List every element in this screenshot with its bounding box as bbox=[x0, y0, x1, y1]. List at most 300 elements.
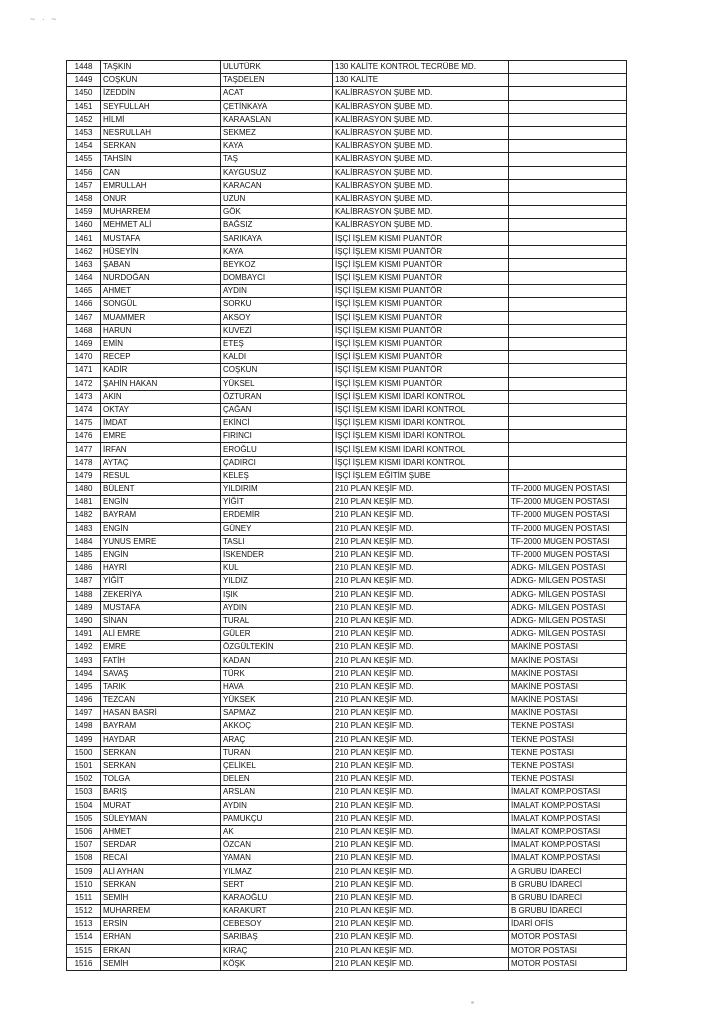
row-number-cell: 1464 bbox=[67, 272, 101, 285]
row-number-cell: 1468 bbox=[67, 324, 101, 337]
first-name-cell: BÜLENT bbox=[101, 483, 221, 496]
row-number-cell: 1515 bbox=[67, 944, 101, 957]
last-name-cell: KARAOĞLU bbox=[221, 891, 333, 904]
row-number-cell: 1481 bbox=[67, 496, 101, 509]
last-name-cell: KAYA bbox=[221, 140, 333, 153]
row-number-cell: 1487 bbox=[67, 575, 101, 588]
last-name-cell: KÖŞK bbox=[221, 957, 333, 970]
row-number-cell: 1479 bbox=[67, 469, 101, 482]
row-number-cell: 1493 bbox=[67, 654, 101, 667]
last-name-cell: GÜNEY bbox=[221, 522, 333, 535]
station-cell bbox=[509, 113, 627, 126]
row-number-cell: 1461 bbox=[67, 232, 101, 245]
table-row bbox=[67, 786, 627, 799]
table-row bbox=[67, 522, 627, 535]
department-cell: KALİBRASYON ŞUBE MD. bbox=[333, 140, 509, 153]
department-cell: İŞÇİ İŞLEM KISMI PUANTÖR bbox=[333, 272, 509, 285]
department-cell: İŞÇİ İŞLEM KISMI PUANTÖR bbox=[333, 258, 509, 271]
table-row bbox=[67, 166, 627, 179]
station-cell: TEKNE POSTASI bbox=[509, 746, 627, 759]
last-name-cell: TURAL bbox=[221, 614, 333, 627]
station-cell: MAKİNE POSTASI bbox=[509, 694, 627, 707]
last-name-cell: SARIBAŞ bbox=[221, 931, 333, 944]
department-cell: KALİBRASYON ŞUBE MD. bbox=[333, 113, 509, 126]
last-name-cell: ÇADIRCI bbox=[221, 456, 333, 469]
last-name-cell: ÖZGÜLTEKİN bbox=[221, 641, 333, 654]
station-cell bbox=[509, 298, 627, 311]
station-cell: İMALAT KOMP.POSTASI bbox=[509, 812, 627, 825]
department-cell: 210 PLAN KEŞİF MD. bbox=[333, 720, 509, 733]
department-cell: 210 PLAN KEŞİF MD. bbox=[333, 522, 509, 535]
department-cell: 210 PLAN KEŞİF MD. bbox=[333, 918, 509, 931]
department-cell: 210 PLAN KEŞİF MD. bbox=[333, 601, 509, 614]
first-name-cell: SERKAN bbox=[101, 759, 221, 772]
department-cell: 210 PLAN KEŞİF MD. bbox=[333, 786, 509, 799]
table-row bbox=[67, 865, 627, 878]
last-name-cell: AYDIN bbox=[221, 601, 333, 614]
row-number-cell: 1448 bbox=[67, 61, 101, 74]
department-cell: 210 PLAN KEŞİF MD. bbox=[333, 483, 509, 496]
row-number-cell: 1491 bbox=[67, 628, 101, 641]
first-name-cell: HAYDAR bbox=[101, 733, 221, 746]
department-cell: İŞÇİ İŞLEM KISMI PUANTÖR bbox=[333, 285, 509, 298]
table-row bbox=[67, 680, 627, 693]
row-number-cell: 1510 bbox=[67, 878, 101, 891]
first-name-cell: MUHARREM bbox=[101, 206, 221, 219]
table-row bbox=[67, 126, 627, 139]
table-row bbox=[67, 746, 627, 759]
first-name-cell: HAYRİ bbox=[101, 562, 221, 575]
station-cell: TF-2000 MUGEN POSTASI bbox=[509, 483, 627, 496]
last-name-cell: ÇETİNKAYA bbox=[221, 100, 333, 113]
table-row bbox=[67, 509, 627, 522]
table-row bbox=[67, 931, 627, 944]
row-number-cell: 1451 bbox=[67, 100, 101, 113]
table-row bbox=[67, 878, 627, 891]
first-name-cell: BAYRAM bbox=[101, 720, 221, 733]
station-cell: İMALAT KOMP.POSTASI bbox=[509, 799, 627, 812]
table-row bbox=[67, 456, 627, 469]
row-number-cell: 1498 bbox=[67, 720, 101, 733]
table-row bbox=[67, 852, 627, 865]
department-cell: 210 PLAN KEŞİF MD. bbox=[333, 759, 509, 772]
department-cell: İŞÇİ İŞLEM KISMI PUANTÖR bbox=[333, 298, 509, 311]
station-cell bbox=[509, 206, 627, 219]
station-cell: MAKİNE POSTASI bbox=[509, 680, 627, 693]
department-cell: 210 PLAN KEŞİF MD. bbox=[333, 905, 509, 918]
first-name-cell: MURAT bbox=[101, 799, 221, 812]
table-row bbox=[67, 113, 627, 126]
first-name-cell: BARIŞ bbox=[101, 786, 221, 799]
row-number-cell: 1456 bbox=[67, 166, 101, 179]
first-name-cell: YİĞİT bbox=[101, 575, 221, 588]
first-name-cell: NURDOĞAN bbox=[101, 272, 221, 285]
station-cell bbox=[509, 232, 627, 245]
station-cell: ADKG- MİLGEN POSTASI bbox=[509, 614, 627, 627]
last-name-cell: UZUN bbox=[221, 192, 333, 205]
department-cell: 210 PLAN KEŞİF MD. bbox=[333, 667, 509, 680]
first-name-cell: OKTAY bbox=[101, 403, 221, 416]
station-cell: TF-2000 MUGEN POSTASI bbox=[509, 548, 627, 561]
first-name-cell: EMRE bbox=[101, 430, 221, 443]
last-name-cell: YILDIRIM bbox=[221, 483, 333, 496]
station-cell bbox=[509, 140, 627, 153]
last-name-cell: AKKOÇ bbox=[221, 720, 333, 733]
last-name-cell: ARSLAN bbox=[221, 786, 333, 799]
table-row bbox=[67, 390, 627, 403]
department-cell: KALİBRASYON ŞUBE MD. bbox=[333, 166, 509, 179]
first-name-cell: NESRULLAH bbox=[101, 126, 221, 139]
department-cell: 210 PLAN KEŞİF MD. bbox=[333, 680, 509, 693]
table-row bbox=[67, 364, 627, 377]
station-cell bbox=[509, 469, 627, 482]
station-cell bbox=[509, 390, 627, 403]
row-number-cell: 1484 bbox=[67, 535, 101, 548]
table-row bbox=[67, 100, 627, 113]
station-cell: TF-2000 MUGEN POSTASI bbox=[509, 522, 627, 535]
last-name-cell: COŞKUN bbox=[221, 364, 333, 377]
department-cell: İŞÇİ İŞLEM KISMI PUANTÖR bbox=[333, 324, 509, 337]
department-cell: KALİBRASYON ŞUBE MD. bbox=[333, 206, 509, 219]
row-number-cell: 1459 bbox=[67, 206, 101, 219]
department-cell: 210 PLAN KEŞİF MD. bbox=[333, 575, 509, 588]
table-row bbox=[67, 918, 627, 931]
department-cell: 210 PLAN KEŞİF MD. bbox=[333, 548, 509, 561]
department-cell: 210 PLAN KEŞİF MD. bbox=[333, 496, 509, 509]
first-name-cell: TAŞKIN bbox=[101, 61, 221, 74]
station-cell bbox=[509, 377, 627, 390]
last-name-cell: GÖK bbox=[221, 206, 333, 219]
last-name-cell: AKSOY bbox=[221, 311, 333, 324]
table-row bbox=[67, 957, 627, 970]
first-name-cell: EMİN bbox=[101, 337, 221, 350]
first-name-cell: SERDAR bbox=[101, 839, 221, 852]
first-name-cell: SÜLEYMAN bbox=[101, 812, 221, 825]
table-row bbox=[67, 153, 627, 166]
first-name-cell: HÜSEYİN bbox=[101, 245, 221, 258]
table-row bbox=[67, 548, 627, 561]
station-cell: MAKİNE POSTASI bbox=[509, 707, 627, 720]
first-name-cell: ONUR bbox=[101, 192, 221, 205]
last-name-cell: SEKMEZ bbox=[221, 126, 333, 139]
table-row bbox=[67, 377, 627, 390]
row-number-cell: 1488 bbox=[67, 588, 101, 601]
first-name-cell: MUAMMER bbox=[101, 311, 221, 324]
last-name-cell: AK bbox=[221, 825, 333, 838]
last-name-cell: KAYA bbox=[221, 245, 333, 258]
table-row bbox=[67, 61, 627, 74]
department-cell: KALİBRASYON ŞUBE MD. bbox=[333, 179, 509, 192]
row-number-cell: 1455 bbox=[67, 153, 101, 166]
station-cell: TEKNE POSTASI bbox=[509, 773, 627, 786]
department-cell: İŞÇİ İŞLEM KISMI PUANTÖR bbox=[333, 245, 509, 258]
station-cell bbox=[509, 285, 627, 298]
station-cell bbox=[509, 74, 627, 87]
last-name-cell: DOMBAYCI bbox=[221, 272, 333, 285]
row-number-cell: 1465 bbox=[67, 285, 101, 298]
station-cell: ADKG- MİLGEN POSTASI bbox=[509, 588, 627, 601]
row-number-cell: 1516 bbox=[67, 957, 101, 970]
station-cell: İMALAT KOMP.POSTASI bbox=[509, 839, 627, 852]
table-row bbox=[67, 839, 627, 852]
first-name-cell: TEZCAN bbox=[101, 694, 221, 707]
department-cell: 210 PLAN KEŞİF MD. bbox=[333, 825, 509, 838]
department-cell: İŞÇİ İŞLEM KISMI İDARİ KONTROL bbox=[333, 417, 509, 430]
department-cell: 130 KALİTE KONTROL TECRÜBE MD. bbox=[333, 61, 509, 74]
table-row bbox=[67, 535, 627, 548]
station-cell: İMALAT KOMP.POSTASI bbox=[509, 786, 627, 799]
row-number-cell: 1486 bbox=[67, 562, 101, 575]
department-cell: 210 PLAN KEŞİF MD. bbox=[333, 707, 509, 720]
table-row bbox=[67, 219, 627, 232]
row-number-cell: 1497 bbox=[67, 707, 101, 720]
first-name-cell: TAHSİN bbox=[101, 153, 221, 166]
department-cell: İŞÇİ İŞLEM EĞİTİM ŞUBE bbox=[333, 469, 509, 482]
department-cell: İŞÇİ İŞLEM KISMI PUANTÖR bbox=[333, 351, 509, 364]
first-name-cell: ŞAHİN HAKAN bbox=[101, 377, 221, 390]
first-name-cell: HASAN BASRİ bbox=[101, 707, 221, 720]
department-cell: KALİBRASYON ŞUBE MD. bbox=[333, 126, 509, 139]
last-name-cell: ERDEMİR bbox=[221, 509, 333, 522]
department-cell: 210 PLAN KEŞİF MD. bbox=[333, 957, 509, 970]
row-number-cell: 1507 bbox=[67, 839, 101, 852]
first-name-cell: COŞKUN bbox=[101, 74, 221, 87]
table-row bbox=[67, 285, 627, 298]
department-cell: KALİBRASYON ŞUBE MD. bbox=[333, 100, 509, 113]
first-name-cell: ENGİN bbox=[101, 522, 221, 535]
last-name-cell: YÜKSEL bbox=[221, 377, 333, 390]
station-cell: TF-2000 MUGEN POSTASI bbox=[509, 496, 627, 509]
last-name-cell: KUVEZİ bbox=[221, 324, 333, 337]
personnel-table bbox=[66, 60, 627, 971]
department-cell: İŞÇİ İŞLEM KISMI PUANTÖR bbox=[333, 364, 509, 377]
row-number-cell: 1457 bbox=[67, 179, 101, 192]
row-number-cell: 1483 bbox=[67, 522, 101, 535]
station-cell bbox=[509, 456, 627, 469]
table-row bbox=[67, 140, 627, 153]
department-cell: 210 PLAN KEŞİF MD. bbox=[333, 812, 509, 825]
department-cell: 210 PLAN KEŞİF MD. bbox=[333, 944, 509, 957]
station-cell: MOTOR POSTASI bbox=[509, 931, 627, 944]
station-cell bbox=[509, 311, 627, 324]
station-cell bbox=[509, 324, 627, 337]
table-row bbox=[67, 232, 627, 245]
last-name-cell: KALDI bbox=[221, 351, 333, 364]
row-number-cell: 1513 bbox=[67, 918, 101, 931]
station-cell bbox=[509, 337, 627, 350]
row-number-cell: 1466 bbox=[67, 298, 101, 311]
row-number-cell: 1453 bbox=[67, 126, 101, 139]
station-cell bbox=[509, 351, 627, 364]
last-name-cell: YÜKSEK bbox=[221, 694, 333, 707]
table-row bbox=[67, 667, 627, 680]
table-row bbox=[67, 588, 627, 601]
station-cell: ADKG- MİLGEN POSTASI bbox=[509, 562, 627, 575]
station-cell bbox=[509, 61, 627, 74]
station-cell bbox=[509, 126, 627, 139]
department-cell: KALİBRASYON ŞUBE MD. bbox=[333, 153, 509, 166]
first-name-cell: ZEKERİYA bbox=[101, 588, 221, 601]
row-number-cell: 1496 bbox=[67, 694, 101, 707]
last-name-cell: EROĞLU bbox=[221, 443, 333, 456]
table-row bbox=[67, 74, 627, 87]
last-name-cell: PAMUKÇU bbox=[221, 812, 333, 825]
table-row bbox=[67, 562, 627, 575]
personnel-table-body bbox=[67, 61, 627, 971]
station-cell: İDARİ OFİS bbox=[509, 918, 627, 931]
department-cell: 210 PLAN KEŞİF MD. bbox=[333, 931, 509, 944]
row-number-cell: 1505 bbox=[67, 812, 101, 825]
last-name-cell: BAĞSIZ bbox=[221, 219, 333, 232]
row-number-cell: 1452 bbox=[67, 113, 101, 126]
row-number-cell: 1476 bbox=[67, 430, 101, 443]
last-name-cell: SORKU bbox=[221, 298, 333, 311]
last-name-cell: YILDIZ bbox=[221, 575, 333, 588]
first-name-cell: SEYFULLAH bbox=[101, 100, 221, 113]
station-cell bbox=[509, 430, 627, 443]
row-number-cell: 1495 bbox=[67, 680, 101, 693]
last-name-cell: ÖZCAN bbox=[221, 839, 333, 852]
last-name-cell: ÇELİKEL bbox=[221, 759, 333, 772]
table-row bbox=[67, 733, 627, 746]
station-cell bbox=[509, 417, 627, 430]
row-number-cell: 1472 bbox=[67, 377, 101, 390]
table-row bbox=[67, 575, 627, 588]
first-name-cell: MUHARREM bbox=[101, 905, 221, 918]
first-name-cell: RESUL bbox=[101, 469, 221, 482]
last-name-cell: TURAN bbox=[221, 746, 333, 759]
last-name-cell: AYDIN bbox=[221, 285, 333, 298]
row-number-cell: 1450 bbox=[67, 87, 101, 100]
department-cell: 210 PLAN KEŞİF MD. bbox=[333, 614, 509, 627]
last-name-cell: ÖZTURAN bbox=[221, 390, 333, 403]
first-name-cell: SERKAN bbox=[101, 140, 221, 153]
department-cell: 210 PLAN KEŞİF MD. bbox=[333, 799, 509, 812]
first-name-cell: AHMET bbox=[101, 285, 221, 298]
station-cell bbox=[509, 192, 627, 205]
department-cell: KALİBRASYON ŞUBE MD. bbox=[333, 219, 509, 232]
department-cell: 210 PLAN KEŞİF MD. bbox=[333, 588, 509, 601]
table-row bbox=[67, 417, 627, 430]
table-row bbox=[67, 87, 627, 100]
department-cell: 210 PLAN KEŞİF MD. bbox=[333, 733, 509, 746]
station-cell bbox=[509, 443, 627, 456]
station-cell: B GRUBU İDARECİ bbox=[509, 878, 627, 891]
station-cell bbox=[509, 166, 627, 179]
table-row bbox=[67, 812, 627, 825]
last-name-cell: TASLI bbox=[221, 535, 333, 548]
department-cell: İŞÇİ İŞLEM KISMI PUANTÖR bbox=[333, 232, 509, 245]
first-name-cell: SİNAN bbox=[101, 614, 221, 627]
table-row bbox=[67, 245, 627, 258]
department-cell: 210 PLAN KEŞİF MD. bbox=[333, 562, 509, 575]
station-cell: TEKNE POSTASI bbox=[509, 733, 627, 746]
row-number-cell: 1478 bbox=[67, 456, 101, 469]
station-cell: A GRUBU İDARECİ bbox=[509, 865, 627, 878]
department-cell: 210 PLAN KEŞİF MD. bbox=[333, 865, 509, 878]
last-name-cell: GÜLER bbox=[221, 628, 333, 641]
last-name-cell: ETEŞ bbox=[221, 337, 333, 350]
first-name-cell: ERKAN bbox=[101, 944, 221, 957]
station-cell bbox=[509, 258, 627, 271]
department-cell: 210 PLAN KEŞİF MD. bbox=[333, 654, 509, 667]
department-cell: İŞÇİ İŞLEM KISMI PUANTÖR bbox=[333, 377, 509, 390]
row-number-cell: 1469 bbox=[67, 337, 101, 350]
row-number-cell: 1500 bbox=[67, 746, 101, 759]
last-name-cell: KARACAN bbox=[221, 179, 333, 192]
table-row bbox=[67, 601, 627, 614]
last-name-cell: KIRAÇ bbox=[221, 944, 333, 957]
first-name-cell: İMDAT bbox=[101, 417, 221, 430]
table-row bbox=[67, 192, 627, 205]
station-cell bbox=[509, 87, 627, 100]
first-name-cell: KADİR bbox=[101, 364, 221, 377]
table-row bbox=[67, 614, 627, 627]
table-row bbox=[67, 311, 627, 324]
row-number-cell: 1467 bbox=[67, 311, 101, 324]
department-cell: 210 PLAN KEŞİF MD. bbox=[333, 628, 509, 641]
last-name-cell: BEYKOZ bbox=[221, 258, 333, 271]
department-cell: 210 PLAN KEŞİF MD. bbox=[333, 509, 509, 522]
first-name-cell: ALİ AYHAN bbox=[101, 865, 221, 878]
row-number-cell: 1480 bbox=[67, 483, 101, 496]
department-cell: İŞÇİ İŞLEM KISMI İDARİ KONTROL bbox=[333, 443, 509, 456]
first-name-cell: ENGİN bbox=[101, 548, 221, 561]
first-name-cell: TARIK bbox=[101, 680, 221, 693]
last-name-cell: TÜRK bbox=[221, 667, 333, 680]
first-name-cell: SEMİH bbox=[101, 891, 221, 904]
station-cell: MOTOR POSTASI bbox=[509, 957, 627, 970]
last-name-cell: KARAKURT bbox=[221, 905, 333, 918]
first-name-cell: MEHMET ALİ bbox=[101, 219, 221, 232]
station-cell: TEKNE POSTASI bbox=[509, 720, 627, 733]
department-cell: İŞÇİ İŞLEM KISMI İDARİ KONTROL bbox=[333, 390, 509, 403]
table-row bbox=[67, 891, 627, 904]
station-cell: İMALAT KOMP.POSTASI bbox=[509, 825, 627, 838]
first-name-cell: CAN bbox=[101, 166, 221, 179]
last-name-cell: KADAN bbox=[221, 654, 333, 667]
first-name-cell: ŞABAN bbox=[101, 258, 221, 271]
station-cell: ADKG- MİLGEN POSTASI bbox=[509, 601, 627, 614]
row-number-cell: 1489 bbox=[67, 601, 101, 614]
department-cell: 210 PLAN KEŞİF MD. bbox=[333, 839, 509, 852]
station-cell bbox=[509, 245, 627, 258]
last-name-cell: YİĞİT bbox=[221, 496, 333, 509]
department-cell: İŞÇİ İŞLEM KISMI PUANTÖR bbox=[333, 337, 509, 350]
station-cell: MAKİNE POSTASI bbox=[509, 654, 627, 667]
station-cell bbox=[509, 364, 627, 377]
station-cell: İMALAT KOMP.POSTASI bbox=[509, 852, 627, 865]
department-cell: 130 KALİTE bbox=[333, 74, 509, 87]
row-number-cell: 1506 bbox=[67, 825, 101, 838]
row-number-cell: 1503 bbox=[67, 786, 101, 799]
last-name-cell: ÇAĞAN bbox=[221, 403, 333, 416]
table-row bbox=[67, 628, 627, 641]
first-name-cell: FATİH bbox=[101, 654, 221, 667]
first-name-cell: AYTAÇ bbox=[101, 456, 221, 469]
table-row bbox=[67, 430, 627, 443]
station-cell bbox=[509, 219, 627, 232]
department-cell: KALİBRASYON ŞUBE MD. bbox=[333, 87, 509, 100]
table-row bbox=[67, 944, 627, 957]
first-name-cell: HARUN bbox=[101, 324, 221, 337]
row-number-cell: 1460 bbox=[67, 219, 101, 232]
row-number-cell: 1449 bbox=[67, 74, 101, 87]
department-cell: İŞÇİ İŞLEM KISMI İDARİ KONTROL bbox=[333, 456, 509, 469]
last-name-cell: KAYGUSUZ bbox=[221, 166, 333, 179]
station-cell: MAKİNE POSTASI bbox=[509, 667, 627, 680]
row-number-cell: 1454 bbox=[67, 140, 101, 153]
